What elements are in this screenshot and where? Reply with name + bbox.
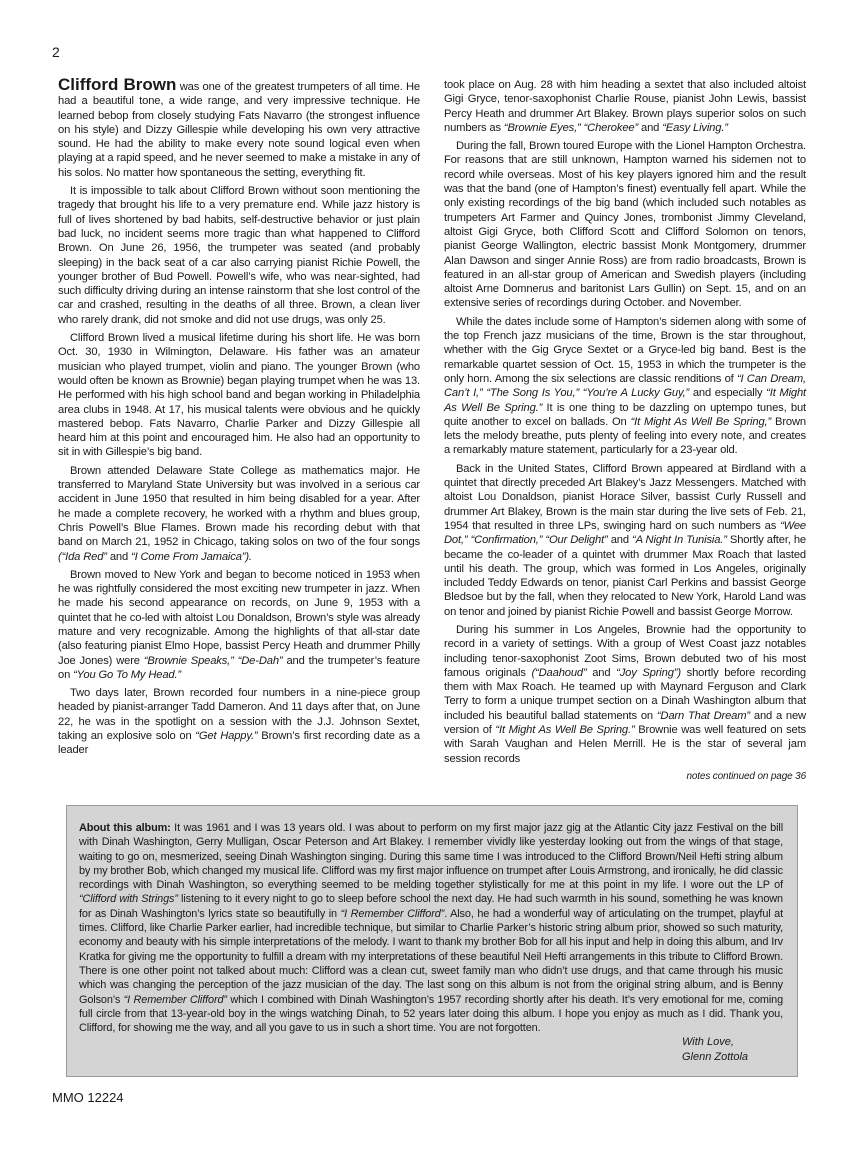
paragraph-text: It was 1961 and I was 13 years old. I was about to perform on my first major jazz gig at the Atlantic City jazz Festival on the bill with Dinah Washington, Gerry Mulligan, Oscar Peterson and Art Blakey. I remember vividly like yesterday looking out from the wings of that stage, waiting to go on, mesmerized, seeing Dinah Washington singing. During this same time I was introduced to the Clifford Brown/Neil Hefti string album by my brother Bob, which changed my musical life. Clifford was my first major influence on trumpet after Louis Armstrong, and ironically, he did classic recordings with Dinah Washington, so everything seemed to be melding together stylistically for me at this point in my life. I wore out the LP of: [79, 822, 783, 892]
paragraph-text: Brown moved to New York and began to become noticed in 1953 when he was rightfully considered the most exciting new trumpeter in jazz. When he made his second appearance on records, on June 9, 1953 with a quintet that he co-led with altoist Lou Donaldson, Brown’s style was already mature and very recognizable. Among the highlights of that all-star date (also featuring pianist Elmo Hope, bassist Percy Heath and drummer Philly Joe Jones) were: [58, 568, 420, 667]
paragraph-text: Brown’s first recording date as a leader: [58, 730, 420, 757]
song-title: (“Daahoud”: [531, 666, 587, 679]
paragraph: [444, 623, 806, 766]
song-title: “Wee Dot,” “Confirmation,” “Our Delight”: [444, 519, 806, 547]
paragraph-text: took place on Aug. 28 with him heading a sextet that also included altoist Gigi Gryce, tenor-saxophonist Charlie Rouse, pianist John Lewis, bassist Percy Heath and drummer Art Blakey. Brown plays superior solos on such numbers as: [444, 79, 806, 134]
catalog-number: MMO 12224: [52, 1090, 124, 1105]
song-title: “Darn That Dream”: [656, 709, 750, 722]
about-album-box: [66, 805, 798, 1077]
paragraph-text: which I combined with Dinah Washington’s 1957 recording shortly after his death. It’s very emotional for me, coming full circle from that 13-year-old boy in the wings watching Dinah, to 52 years later doing this album. I hope you enjoy as much as I did. Thank you, Clifford, for showing me the way, and all you gave to us in such a short time. You are not forgotten.: [79, 993, 784, 1035]
paragraph-text: listening to it every night to go to sleep before school the next day. He had such warmth in his sound, something he was known for as Dinah Washington’s lyrics state so beautifully in: [79, 893, 783, 920]
paragraph: [58, 686, 420, 757]
left-column: [58, 75, 420, 784]
paragraph-text: and especially: [689, 387, 767, 400]
paragraph-text: and: [607, 534, 632, 547]
paragraph-text: Two days later, Brown recorded four numbers in a nine-piece group headed by pianist-arranger Tadd Dameron. And 11 days after that, on June 22, he was in the spotlight on a session with the J.J. Johnson Sextet, taking an explosive solo on: [58, 687, 420, 743]
signature: Glenn Zottola: [682, 1050, 749, 1063]
sign-off: With Love,: [682, 1036, 734, 1049]
paragraph-text: and a new version of: [444, 709, 806, 737]
paragraph: [58, 75, 420, 180]
song-title: “I Come From Jamaica”).: [131, 550, 252, 563]
album-title: “Clifford with Strings”: [79, 893, 178, 906]
paragraph: [444, 315, 806, 458]
paragraph: It is impossible to talk about Clifford Brown without soon mentioning the tragedy that brought his life to a very premature end. While jazz history is full of lives shortened by bad habits, self-destructive behavior or just plain bad luck, no incident seems more tragic than what happened to Clifford Brown. On June 26, 1956, the trumpeter was seated (and probably sleeping) in the back seat of a car also carrying pianist Richie Powell, the younger brother of Bud Powell. Powell’s wife, who was near-sighted, had such difficulty driving during an intense rainstorm that she lost control of the car and crashed, resulting in the deaths of all three. Brown, a clean liver who rarely drank, did not smoke and did not use drugs, was only 25.: [58, 185, 420, 326]
paragraph-text: shortly before recording them with Max Roach. He teamed up with Maynard Ferguson and Clark Terry to form a unique trumpet section on a Dinah Washington album that included his beautiful ballad statements on: [444, 666, 806, 722]
song-title: (“Ida Red”: [58, 550, 107, 563]
paragraph: Clifford Brown lived a musical lifetime during his short life. He was born Oct. 30, 1930 in Wilmington, Delaware. His father was an amateur musician who played trumpet, violin and piano. The younger Brown (who would often be known as Brownie) began playing trumpet when he was 13. He performed with his high school band and began working in Philadelphia area clubs in 1948. At 17, his musical talents were obvious and he quickly mastered bebop. Fats Navarro, Charlie Parker and Dizzy Gillespie all heard him at this point and encouraged him. He also had an opportunity to sit in with Gillespie’s big band.: [58, 332, 420, 459]
song-title: “It Might As Well Be Spring.”: [444, 387, 807, 414]
lead-name: Clifford Brown: [58, 75, 177, 94]
song-title: “It Might As Well Be Spring,”: [630, 415, 772, 428]
page-number: 2: [52, 44, 60, 60]
paragraph-text: During his summer in Los Angeles, Brownie had the opportunity to record in a variety of settings. With a group of West Coast jazz notables including tenor-saxophonist Zoot Sims, Brown debuted two of his most famous originals: [444, 623, 806, 679]
paragraph-text: and the trumpeter’s feature on: [58, 654, 420, 681]
right-column: [444, 78, 806, 784]
paragraph-text: and: [586, 666, 617, 679]
paragraph-text: While the dates include some of Hampton’s sidemen along with some of the top French jazz musicians of the time, Brown is the star throughout, whether with the Gig Gryce Sextet or a Gryce-led big band. Best is the remarkable quartet session of Oct. 15, 1953 in which the trumpeter is the only horn. Among the six selections are classic renditions of: [444, 315, 806, 385]
continued-note: notes continued on page 36: [686, 770, 806, 782]
song-title: “Easy Living.”: [662, 121, 728, 134]
song-title: “It Might As Well Be Spring.”: [495, 724, 635, 737]
song-title: “Joy Spring”): [616, 666, 681, 679]
paragraph-text: Brownie was well featured on sets with Sarah Vaughan and Helen Merrill. He is the star of several jam session records: [444, 724, 806, 765]
song-title: “Brownie Eyes,” “Cherokee”: [503, 121, 639, 134]
song-title: “I Remember Clifford”: [123, 993, 227, 1006]
paragraph-text: Shortly after, he became the co-leader of a quintet with drummer Max Roach that lasted until his death. The group, which was formed in Los Angeles, originally included Teddy Edwards on tenor, pianist Carl Perkins and bassist George Bledsoe but by the fall, when they relocated to New York, Harold Land was on tenor and joined by pianist Richie Powell and bassist George Morrow.: [444, 534, 806, 618]
paragraph-text: Brown lets the melody breathe, puts plenty of feeling into every note, and creates a remarkably mature statement, particularly for a 23-year old.: [444, 415, 806, 457]
paragraph-text: and: [638, 121, 663, 134]
paragraph: [58, 568, 420, 682]
liner-notes-columns: [58, 75, 807, 784]
song-title: “I Can Dream, Can’t I,” “The Song Is You,” “You’re A Lucky Guy,”: [444, 372, 806, 400]
paragraph-text: and: [106, 550, 132, 563]
paragraph-text: Back in the United States, Clifford Brown appeared at Birdland with a quintet that directly preceded Art Blakey’s Jazz Messengers. Matched with altoist Lou Donaldson, pianist Horace Silver, bassist Curly Russell and drummer Art Blakey, Brown is the main star during the live sets of Feb. 21, 1954 that resulted in three LPs, swinging hard on such numbers as: [444, 462, 806, 532]
paragraph: [444, 462, 806, 619]
song-title: “You Go To My Head.”: [73, 668, 181, 681]
paragraph: [58, 464, 420, 564]
paragraph: During the fall, Brown toured Europe with the Lionel Hampton Orchestra. For reasons that are still unknown, Hampton warned his sidemen not to record while overseas. Most of his key players ignored him and the result was that the band (one of Hampton’s finest) eventually fell apart. While the only existing recordings of the big band (which included such notables as trumpeters Art Farmer and Quincy Jones, trombonist Jimmy Cleveland, altoist Gigi Gryce, both Clifford Scott and Clifford Solomon on tenors, pianist George Wallington, electric bassist Monk Montgomery, drummer Alan Dawson and singer Annie Ross) are from radio broadcasts, Brown is featured in an all-star group of American and Swedish players (including altoist Arne Domnerus and baritonist Lars Gullin) on Sept. 15, and on an extensive series of recordings during October. and November.: [444, 140, 806, 310]
paragraph-text: It is one thing to be dazzling on uptempo tunes, but quite another to excel on ballads. On: [444, 401, 807, 428]
song-title: “Brownie Speaks,” “De-Dah”: [143, 654, 283, 667]
about-album-heading: About this album:: [79, 822, 171, 834]
paragraph-text: Brown attended Delaware State College as mathematics major. He transferred to Maryland State University but was involved in a serious car accident in June 1950 that resulted in him being disabled for a year. After he made a complete recovery, he worked with a rhythm and blues group, Chris Powell’s Blue Flames. Brown made his recording debut with that band on March 21, 1952 in Chicago, taking solos on two of the four songs: [58, 464, 420, 549]
paragraph: [444, 78, 806, 135]
song-title: “I Remember Clifford”: [340, 907, 445, 920]
about-album-text: [79, 821, 783, 1035]
song-title: “Get Happy.”: [195, 730, 258, 743]
paragraph-text: . Also, he had a wonderful way of articulating on the trumpet, playful at times. Clifford, like Charlie Parker earlier, had incredible technique, but similar to Charlie Parker’s historic string album prior, showed so such maturity, economy and beauty with his simple interpretations of the melody. I want to thank my brother Bob for all his input and help in doing this album, and Irv Kratka for giving me the opportunity to fulfill a dream with my interpretations of these beautiful Neil Hefti arrangements in this tribute to Clifford Brown. There is one other point not talked about much: Clifford was a clean cut, sweet family man who didn’t use drugs, and that came through his music which was changing the perception of the jazz musician of the day. The last song on this album is not from the original string album, and is Benny Golson’s: [79, 907, 784, 1006]
song-title: “A Night In Tunisia.”: [632, 534, 727, 547]
paragraph-text: was one of the greatest trumpeters of all time. He had a beautiful tone, a wide range, and very impressive technique. He learned bebop from closely studying Fats Navarro (the strongest influence on his style) and Dizzy Gillespie while developing his own very attractive sound. He had the ability to make every note sound logical even when playing at a rapid speed, and he never seemed to make a mistake in any of his solos. No matter how spontaneous the setting, everything fit.: [58, 81, 420, 179]
